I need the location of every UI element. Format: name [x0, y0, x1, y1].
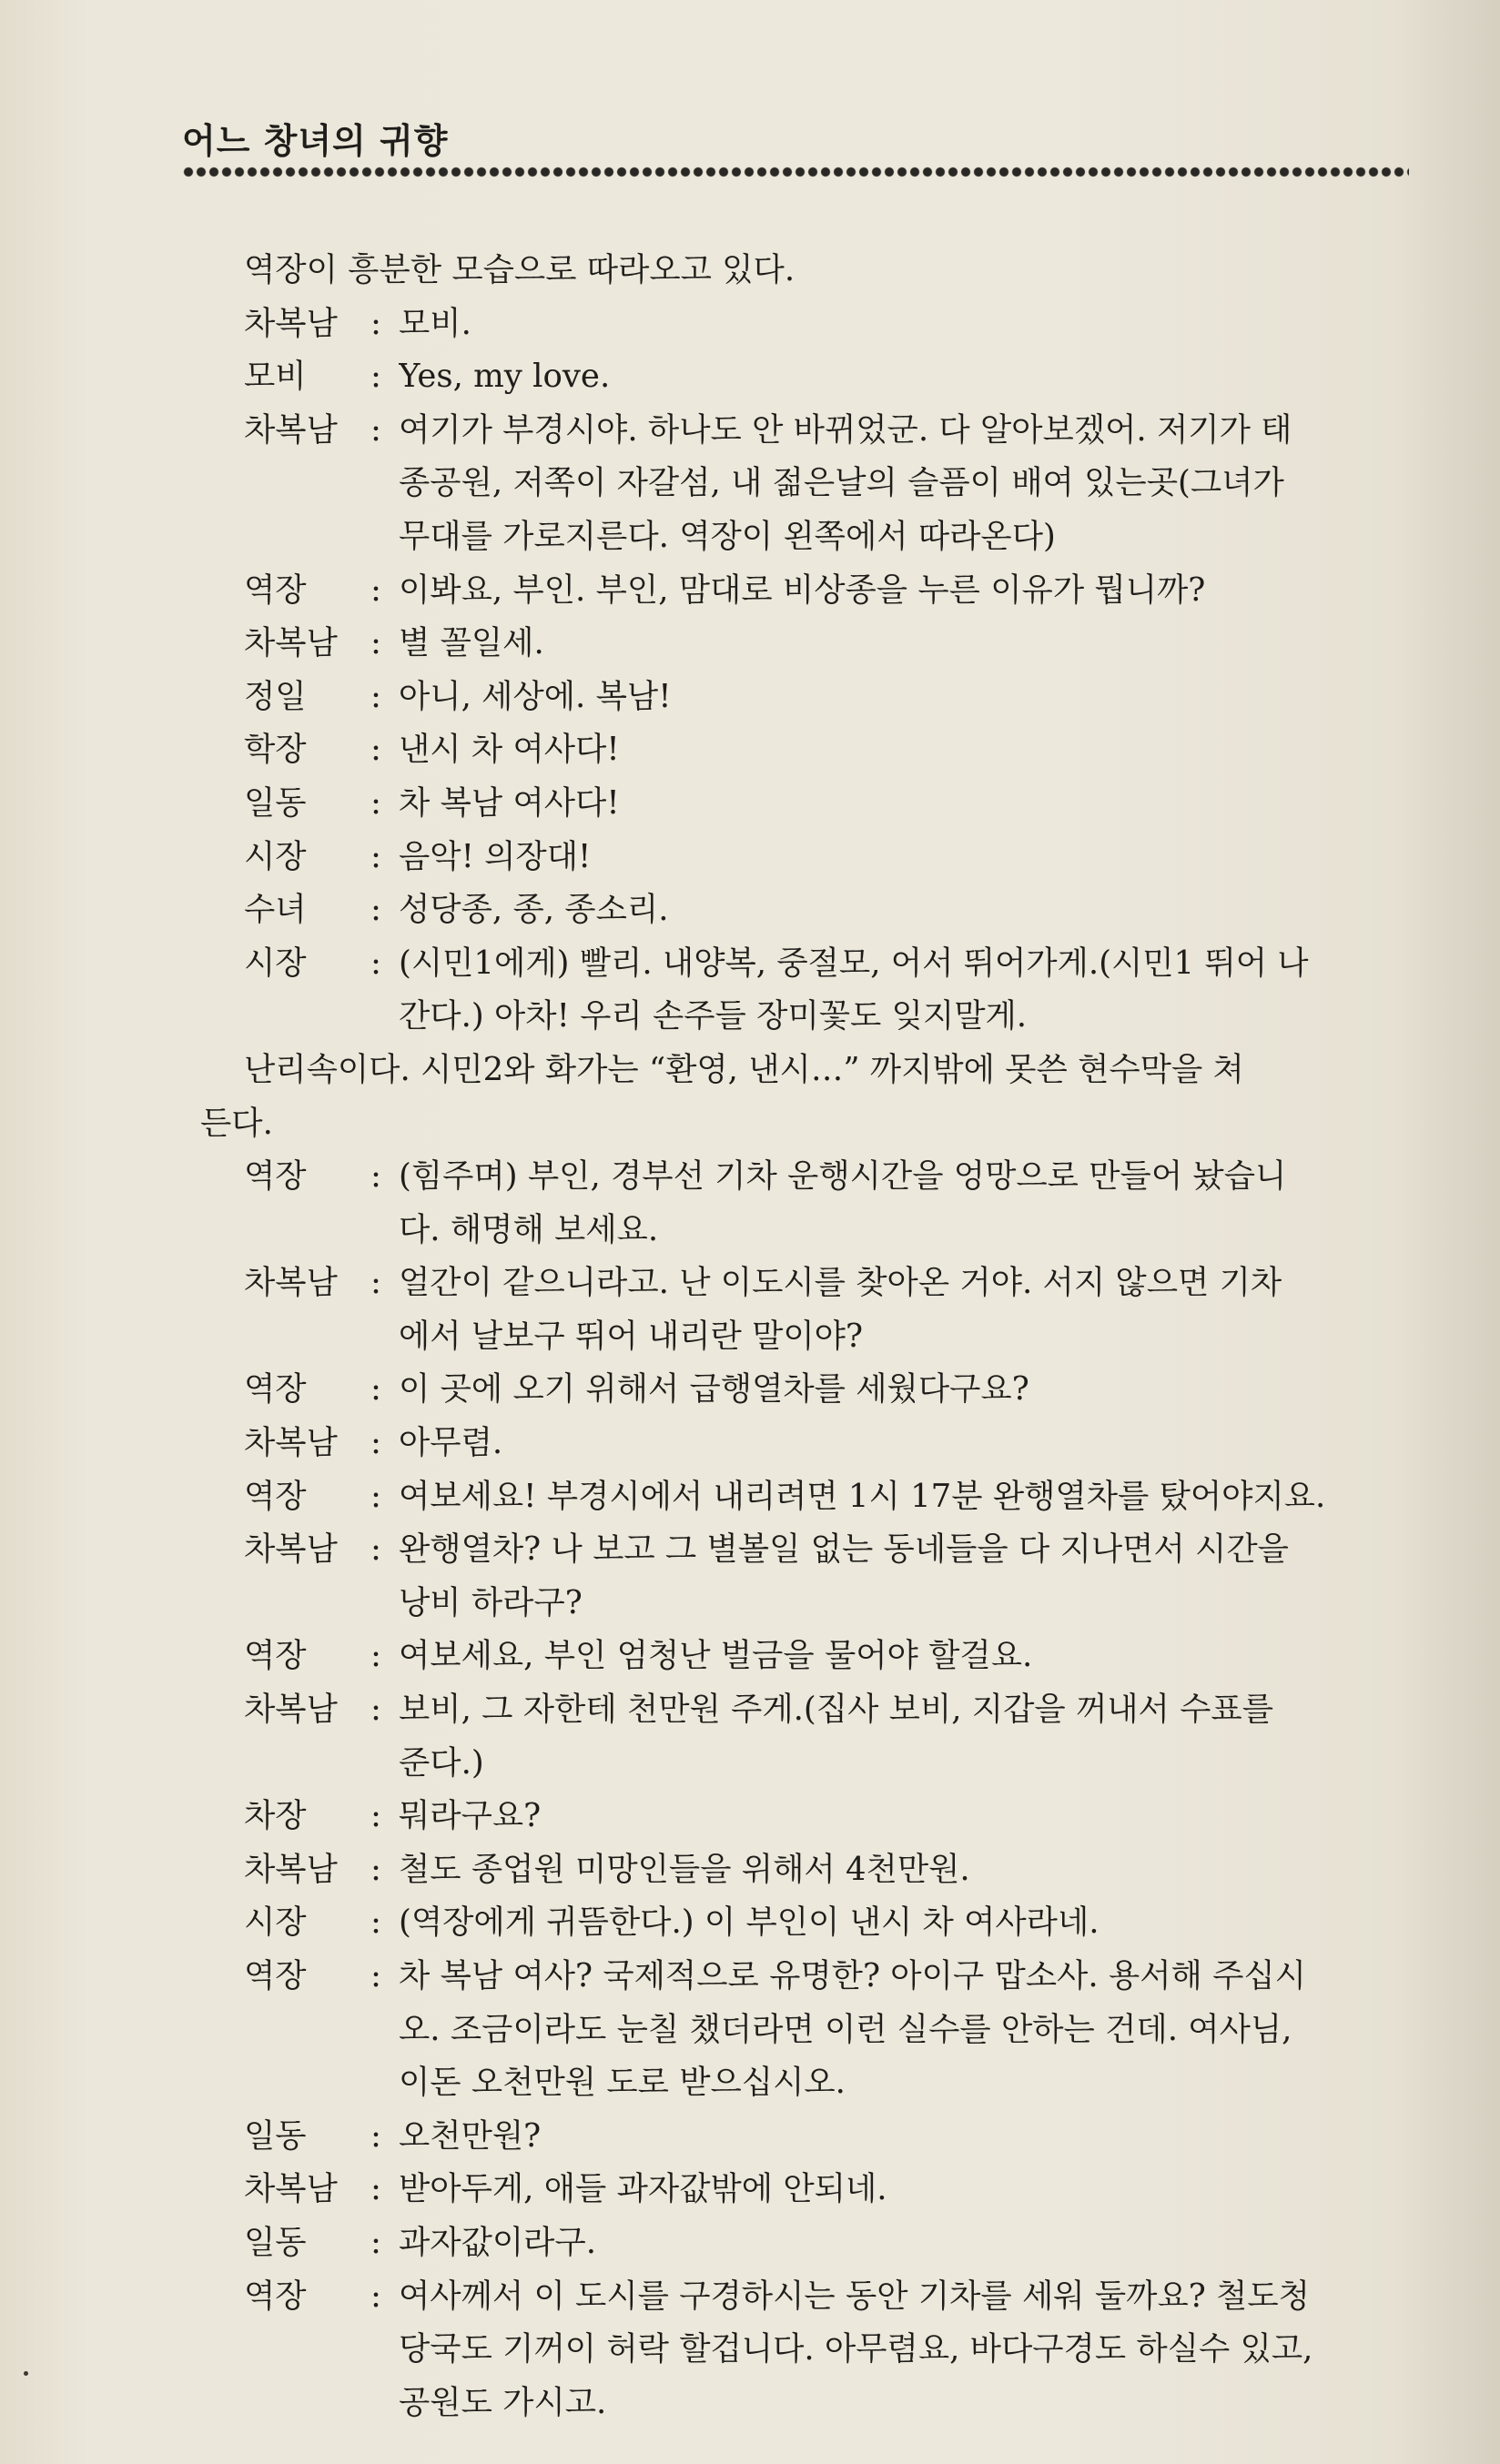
dialogue-text: 오천만원?	[399, 2116, 542, 2155]
speaker-name: 모비	[244, 358, 307, 396]
dialogue-line	[244, 1363, 1418, 1417]
dialogue-line	[244, 564, 1418, 618]
dialogue-line	[244, 777, 1418, 831]
dialogue-text: 여사께서 이 도시를 구경하시는 동안 기차를 세워 둘까요? 철도청	[399, 2277, 1310, 2315]
dialogue-line	[244, 1630, 1418, 1683]
ink-speck	[24, 2371, 28, 2376]
speaker-colon: :	[370, 1797, 381, 1835]
speaker-colon: :	[370, 2116, 381, 2155]
dialogue-continuation: 당국도 기꺼이 허락 할겁니다. 아무렴요, 바다구경도 하실수 있고,	[399, 2330, 1313, 2368]
dialogue-text: (시민1에게) 빨리. 내양복, 중절모, 어서 뛰어가게.(시민1 뛰어 나	[399, 944, 1309, 982]
speaker-name: 역장	[244, 2277, 307, 2315]
dialogue-line	[244, 831, 1418, 884]
speaker-name: 시장	[244, 1904, 307, 1942]
dialogue-text: 받아두게, 애들 과자값밖에 안되네.	[399, 2170, 887, 2208]
speaker-name: 차복남	[244, 624, 338, 662]
speaker-name: 차복남	[244, 410, 338, 449]
dialogue-line	[244, 671, 1418, 724]
speaker-colon: :	[370, 677, 381, 715]
dialogue-line	[244, 723, 1418, 777]
dialogue-continuation: 종공원, 저쪽이 자갈섬, 내 젊은날의 슬픔이 배여 있는곳(그녀가	[399, 464, 1284, 502]
speaker-name: 차복남	[244, 304, 338, 342]
speaker-colon: :	[370, 358, 381, 396]
dialogue-text: 철도 종업원 미망인들을 위해서 4천만원.	[399, 1850, 970, 1888]
script-body	[200, 244, 1418, 2429]
speaker-colon: :	[370, 2170, 381, 2208]
speaker-colon: :	[370, 1957, 381, 1994]
dialogue-text: 낸시 차 여사다!	[399, 731, 620, 769]
speaker-name: 차복남	[244, 1264, 338, 1302]
dialogue-continuation: 무대를 가로지른다. 역장이 왼쪽에서 따라온다)	[399, 517, 1056, 555]
speaker-colon: :	[370, 944, 381, 982]
dialogue-line	[244, 1417, 1418, 1470]
dialogue-line	[244, 2217, 1418, 2270]
stage-direction-continuation: 든다.	[200, 1104, 273, 1142]
dialogue-line	[244, 937, 1418, 991]
speaker-colon: :	[370, 624, 381, 662]
dialogue-text: 보비, 그 자한테 천만원 주게.(집사 보비, 지갑을 꺼내서 수표를	[399, 1691, 1274, 1729]
dialogue-line	[244, 1150, 1418, 1204]
speaker-name: 일동	[244, 783, 307, 822]
dialogue-text: (역장에게 귀뜸한다.) 이 부인이 낸시 차 여사라네.	[399, 1904, 1100, 1942]
speaker-colon: :	[370, 783, 381, 822]
speaker-name: 역장	[244, 1370, 307, 1409]
dialogue-text: 얼간이 같으니라고. 난 이도시를 찾아온 거야. 서지 않으면 기차	[399, 1264, 1282, 1302]
dialogue-text: 뭐라구요?	[399, 1797, 542, 1835]
dialogue-continuation: 오. 조금이라도 눈칠 챘더라면 이런 실수를 안하는 건데. 여사님,	[399, 2010, 1292, 2048]
dialogue-text: 여보세요! 부경시에서 내리려면 1시 17분 완행열차를 탔어야지요.	[399, 1477, 1326, 1515]
dialogue-continuation: 간다.) 아차! 우리 손주들 장미꽃도 잊지말게.	[399, 997, 1028, 1035]
dialogue-text: 차 복남 여사? 국제적으로 유명한? 아이구 맙소사. 용서해 주십시	[399, 1957, 1306, 1994]
speaker-name: 차복남	[244, 1424, 338, 1462]
speaker-name: 역장	[244, 1157, 307, 1196]
dialogue-text: (힘주며) 부인, 경부선 기차 운행시간을 엉망으로 만들어 놨습니	[399, 1157, 1287, 1196]
dialogue-text: 모비.	[399, 304, 471, 342]
dialogue-text: 이 곳에 오기 위해서 급행열차를 세웠다구요?	[399, 1370, 1029, 1409]
speaker-name: 차복남	[244, 2170, 338, 2208]
speaker-colon: :	[370, 731, 381, 769]
speaker-name: 차복남	[244, 1850, 338, 1888]
dialogue-line	[244, 298, 1418, 351]
speaker-name: 차복남	[244, 1691, 338, 1729]
dialogue-line	[244, 2270, 1418, 2324]
speaker-colon: :	[370, 2223, 381, 2261]
dialogue-line	[244, 404, 1418, 458]
dialogue-text: 성당종, 종, 종소리.	[399, 891, 669, 929]
speaker-name: 시장	[244, 944, 307, 982]
speaker-name: 일동	[244, 2116, 307, 2155]
dialogue-line	[244, 1790, 1418, 1843]
dialogue-line	[244, 884, 1418, 937]
speaker-colon: :	[370, 304, 381, 342]
dialogue-text: 차 복남 여사다!	[399, 783, 620, 822]
speaker-colon: :	[370, 891, 381, 929]
speaker-colon: :	[370, 1424, 381, 1462]
dialogue-line	[244, 1843, 1418, 1897]
dialogue-text: 음악! 의장대!	[399, 837, 592, 875]
dialogue-line	[244, 617, 1418, 671]
running-title: 어느 창녀의 귀향	[182, 121, 449, 161]
speaker-colon: :	[370, 837, 381, 875]
speaker-name: 차복남	[244, 1530, 338, 1569]
speaker-colon: :	[370, 1264, 381, 1302]
speaker-colon: :	[370, 1850, 381, 1888]
dialogue-continuation: 공원도 가시고.	[399, 2383, 607, 2421]
dialogue-line	[244, 1470, 1418, 1524]
stage-direction: 난리속이다. 시민2와 화가는 “환영, 낸시…” 까지밖에 못쓴 현수막을 쳐	[244, 1050, 1244, 1088]
speaker-name: 역장	[244, 571, 307, 609]
dialogue-line	[244, 1896, 1418, 1950]
dialogue-text: 여보세요, 부인 엄청난 벌금을 물어야 할걸요.	[399, 1637, 1033, 1675]
speaker-colon: :	[370, 1637, 381, 1675]
dialogue-line	[244, 2110, 1418, 2164]
speaker-name: 역장	[244, 1957, 307, 1994]
dialogue-continuation: 준다.)	[399, 1743, 484, 1782]
speaker-name: 정일	[244, 677, 307, 715]
dialogue-continuation: 이돈 오천만원 도로 받으십시오.	[399, 2064, 846, 2102]
dialogue-line	[244, 1950, 1418, 2004]
speaker-colon: :	[370, 2277, 381, 2315]
speaker-colon: :	[370, 571, 381, 609]
speaker-colon: :	[370, 1691, 381, 1729]
dialogue-text: 완행열차? 나 보고 그 별볼일 없는 동네들을 다 지나면서 시간을	[399, 1530, 1289, 1569]
speaker-name: 역장	[244, 1637, 307, 1675]
speaker-name: 학장	[244, 731, 307, 769]
dotted-rule	[182, 166, 1409, 180]
speaker-name: 수녀	[244, 891, 307, 929]
dialogue-text: 아무렴.	[399, 1424, 503, 1462]
dialogue-continuation: 에서 날보구 뛰어 내리란 말이야?	[399, 1317, 863, 1355]
speaker-colon: :	[370, 1157, 381, 1196]
speaker-name: 차장	[244, 1797, 307, 1835]
speaker-name: 일동	[244, 2223, 307, 2261]
speaker-name: 시장	[244, 837, 307, 875]
speaker-colon: :	[370, 410, 381, 449]
dialogue-line	[244, 1523, 1418, 1577]
dialogue-line	[244, 1257, 1418, 1310]
stage-direction: 역장이 흥분한 모습으로 따라오고 있다.	[244, 251, 796, 288]
dialogue-line	[244, 1683, 1418, 1737]
dialogue-continuation: 다. 해명해 보세요.	[399, 1210, 659, 1248]
dialogue-text: 아니, 세상에. 복남!	[399, 677, 672, 715]
speaker-name: 역장	[244, 1477, 307, 1515]
dialogue-text: 이봐요, 부인. 부인, 맘대로 비상종을 누른 이유가 뭡니까?	[399, 571, 1206, 609]
dialogue-continuation: 낭비 하라구?	[399, 1583, 583, 1621]
dialogue-line	[244, 350, 1418, 404]
dialogue-text: Yes, my love.	[399, 358, 611, 396]
dialogue-text: 과자값이라구.	[399, 2223, 597, 2261]
speaker-colon: :	[370, 1477, 381, 1515]
dialogue-text: 여기가 부경시야. 하나도 안 바뀌었군. 다 알아보겠어. 저기가 태	[399, 410, 1292, 449]
speaker-colon: :	[370, 1904, 381, 1942]
speaker-colon: :	[370, 1370, 381, 1409]
speaker-colon: :	[370, 1530, 381, 1569]
dialogue-line	[244, 2163, 1418, 2217]
dialogue-text: 별 꼴일세.	[399, 624, 544, 662]
